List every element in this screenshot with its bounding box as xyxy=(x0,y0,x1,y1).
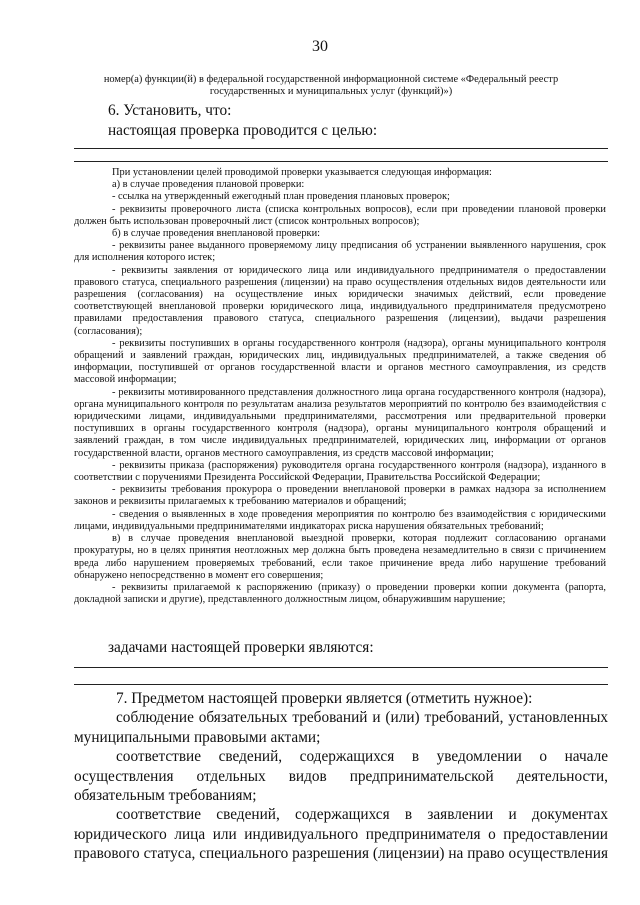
note-paragraph: - реквизиты прилагаемой к распоряжению (приказу) о проведении проверки копии документа (рапорта, докладной записки и другие), представленного должностным лицом, обнаружившим нарушение; xyxy=(74,581,606,606)
note-paragraph: При установлении целей проводимой проверки указывается следующая информация: xyxy=(112,167,492,178)
item-7-title: 7. Предметом настоящей проверки является (отметить нужное): xyxy=(116,690,533,707)
page-number: 30 xyxy=(312,38,328,55)
note-paragraph: - реквизиты приказа (распоряжения) руководителя органа государственного контроля (надзора), изданного в соответствии с поручениями Президента Российской Федерации, Правительства Российской Федерации; xyxy=(74,459,606,484)
note-paragraph: - реквизиты мотивированного представления должностного лица органа государственного контроля (надзора), органа муниципального контроля по результатам анализа результатов мероприятий по контролю без взаимодействия с юридическими лицами, индивидуальными предпринимателями, рассмотрения или предварительной проверки поступивших в органы государственного контроля (надзора), органы муниципального контроля обращений и заявлений граждан, в том числе индивидуальных предпринимателей, юридических лиц, информации от органов государственной власти, органов местного самоуправления, из средств массовой информации; xyxy=(74,386,606,459)
blank-line xyxy=(74,161,608,162)
guidance-note xyxy=(74,167,606,606)
subject-option: соблюдение обязательных требований и (или) требований, установленных муниципальными правовыми актами; xyxy=(74,709,608,746)
blank-line xyxy=(74,148,608,149)
note-paragraph: - реквизиты требования прокурора о проведении внеплановой проверки в рамках надзора за исполнением законов и реквизиты прилагаемых к требованию материалов и обращений; xyxy=(74,484,606,508)
item-6-title: 6. Установить, что: xyxy=(108,102,232,119)
header-note: номер(а) функции(й) в федеральной государственной информационной системе «Федеральный реестр государственных и муниципальных услуг (функций)») xyxy=(103,74,559,98)
blank-line xyxy=(74,684,608,685)
note-paragraph: - ссылка на утвержденный ежегодный план проведения плановых проверок; xyxy=(112,191,450,203)
note-paragraph: б) в случае проведения внеплановой проверки: xyxy=(112,228,321,240)
subject-option: соответствие сведений, содержащихся в заявлении и документах юридического лица или индивидуального предпринимателя о предоставлении правового статуса, специального разрешения (лицензии) на право осуществления xyxy=(74,806,608,863)
note-paragraph: - реквизиты поступивших в органы государственного контроля (надзора), органы муниципального контроля обращений и заявлений граждан, юридических лиц, индивидуальных предпринимателей, а также сведения об информации, поступившей от органов государственной власти и органов местного самоуправления, из средств массовой информации; xyxy=(74,337,606,386)
note-paragraph: а) в случае проведения плановой проверки: xyxy=(112,179,305,191)
item-7-section xyxy=(74,689,608,864)
blank-line xyxy=(74,667,608,668)
note-paragraph: - сведения о выявленных в ходе проведения мероприятия по контролю без взаимодействия с юридическими лицами, индивидуальными предпринимателями индикаторах риска нарушения обязательных требований; xyxy=(74,508,606,532)
tasks-line: задачами настоящей проверки являются: xyxy=(108,639,374,656)
subject-option: соответствие сведений, содержащихся в уведомлении о начале осуществления отдельных видов предпринимательской деятельности, обязательным требованиям; xyxy=(74,748,608,805)
note-paragraph: в) в случае проведения внеплановой выездной проверки, которая подлежит согласованию органами прокуратуры, но в целях принятия неотложных мер должна быть проведена незамедлительно в связи с причинением вреда либо нарушением проверяемых требований, если такое причинение вреда либо нарушение требований обнаружено непосредственно в момент его совершения; xyxy=(74,533,606,581)
note-paragraph: - реквизиты проверочного листа (списка контрольных вопросов), если при проведении плановой проверки должен быть использован проверочный лист (список контрольных вопросов); xyxy=(74,203,606,227)
note-paragraph: - реквизиты ранее выданного проверяемому лицу предписания об устранении выявленного нарушения, срок для исполнения которого истек; xyxy=(74,240,606,264)
note-paragraph: - реквизиты заявления от юридического лица или индивидуального предпринимателя о предоставлении правового статуса, специального разрешения (лицензии) на право осуществления отдельных видов деятельности или разрешения (согласования) на осуществление иных юридически значимых действий, если проведение соответствующей внеплановой проверки юридического лица, индивидуального предпринимателя предусмотрено правилами предоставления правового статуса, специального разрешения (лицензии), выдачи разрешения (согласования); xyxy=(74,264,606,337)
purpose-line: настоящая проверка проводится с целью: xyxy=(108,122,378,139)
